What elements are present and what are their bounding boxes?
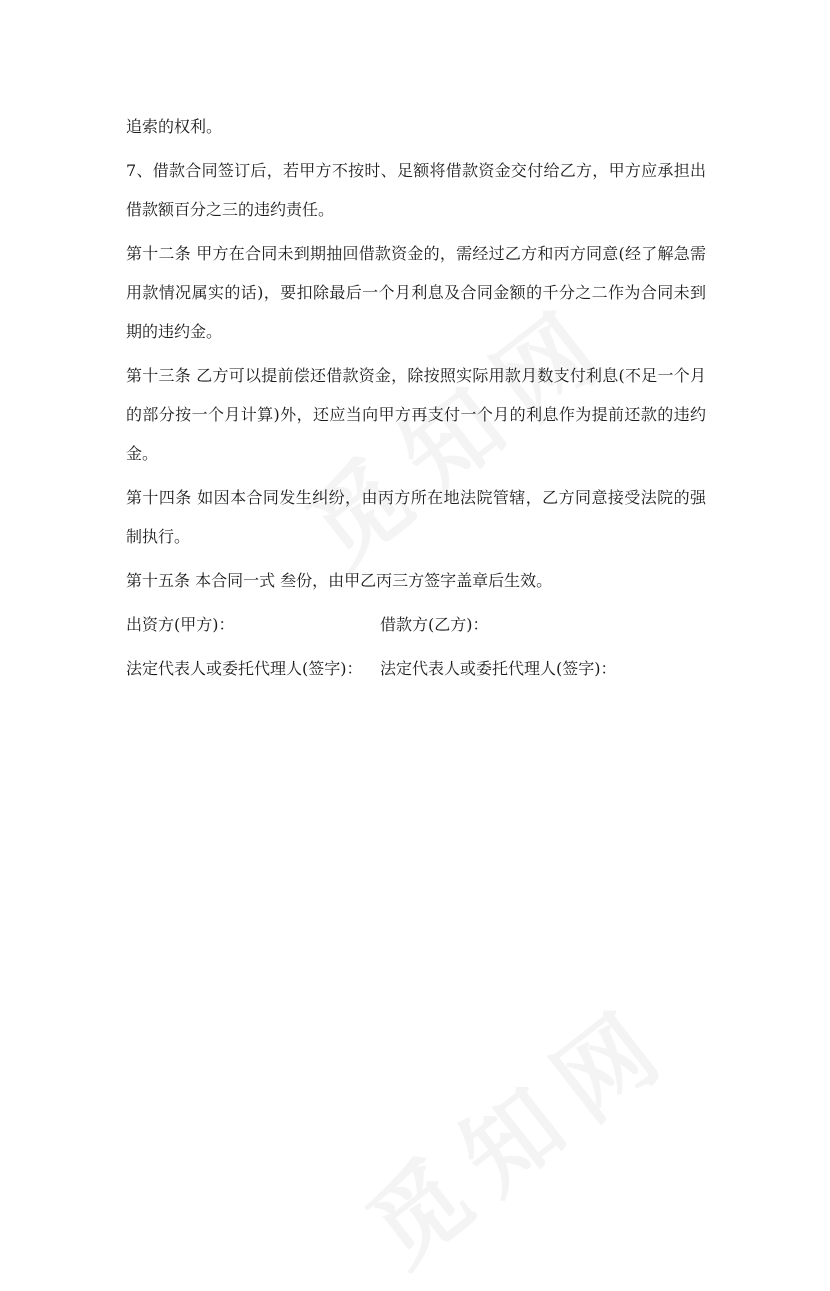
paragraph-recourse-right: 追索的权利。: [126, 117, 223, 136]
paragraph-clause-7: 7、借款合同签订后，若甲方不按时、足额将借款资金交付给乙方，甲方应承担出借款额百分之三的违约责任。: [126, 161, 706, 219]
watermark: [335, 966, 698, 1291]
contract-body: [126, 107, 706, 693]
paragraph-article-15: 第十五条 本合同一式 叁份，由甲乙丙三方签字盖章后生效。: [126, 571, 553, 590]
lender-label: 出资方(甲方)：: [126, 615, 235, 634]
lender-representative-label: 法定代表人或委托代理人(签字)：: [126, 659, 363, 678]
borrower-representative-label: 法定代表人或委托代理人(签字)：: [380, 659, 617, 678]
signature-party-row: [126, 605, 706, 644]
paragraph-article-13: 第十三条 乙方可以提前偿还借款资金，除按照实际用款月数支付利息(不足一个月的部分按一个月计算)外，还应当向甲方再支付一个月的利息作为提前还款的违约金。: [126, 366, 706, 463]
signature-representative-row: [126, 649, 706, 688]
borrower-label: 借款方(乙方)：: [380, 615, 489, 634]
paragraph-article-14: 第十四条 如因本合同发生纠纷，由丙方所在地法院管辖，乙方同意接受法院的强制执行。: [126, 488, 706, 546]
paragraph-article-12: 第十二条 甲方在合同未到期抽回借款资金的，需经过乙方和丙方同意(经了解急需用款情况属实的话)，要扣除最后一个月利息及合同金额的千分之二作为合同未到期的违约金。: [126, 244, 706, 341]
